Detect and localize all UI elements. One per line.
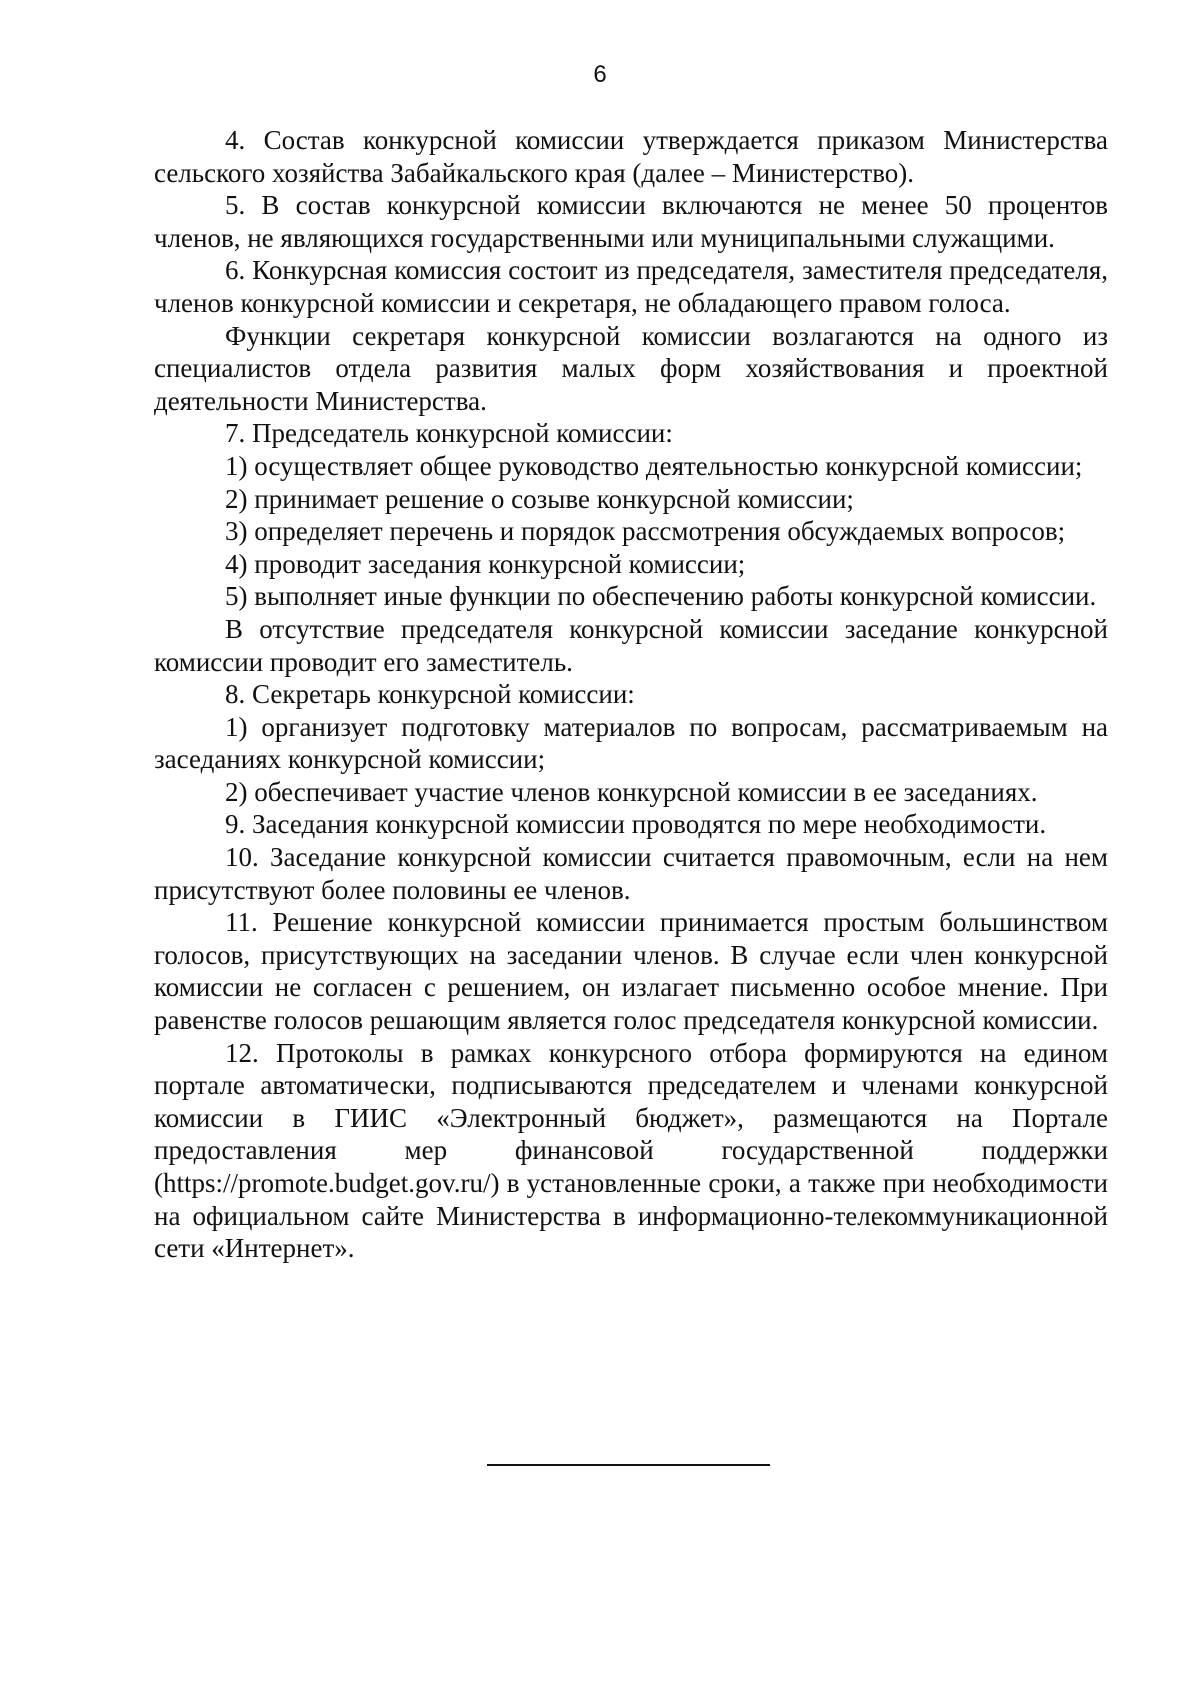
paragraph-10: 10. Заседание конкурсной комиссии считается правомочным, если на нем присутствуют более половины ее членов. <box>154 842 1108 905</box>
page-number: 6 <box>593 61 607 88</box>
paragraph-5: 5. В состав конкурсной комиссии включаются не менее 50 процентов членов, не являющихся государственными или муниципальными служащими. <box>154 190 1108 253</box>
paragraph-7-heading: 7. Председатель конкурсной комиссии: <box>225 418 673 449</box>
paragraph-secretary-functions: Функции секретаря конкурсной комиссии возлагаются на одного из специалистов отдела развития малых форм хозяйствования и проектной деятельности Министерства. <box>154 320 1108 416</box>
paragraph-8-item-2: 2) обеспечивает участие членов конкурсной комиссии в ее заседаниях. <box>225 776 1038 807</box>
paragraph-9: 9. Заседания конкурсной комиссии проводятся по мере необходимости. <box>225 809 1047 840</box>
paragraph-7-item-2: 2) принимает решение о созыве конкурсной комиссии; <box>225 483 854 514</box>
paragraph-11: 11. Решение конкурсной комиссии принимается простым большинством голосов, присутствующих на заседании членов. В случае если член конкурсной комиссии не согласен с решением, он излагает письменно особое мнение. При равенстве голосов решающим является голос председателя конкурсной комиссии. <box>154 907 1108 1036</box>
paragraph-4: 4. Состав конкурсной комиссии утверждается приказом Министерства сельского хозяйства Забайкальского края (далее – Министерство). <box>154 125 1108 188</box>
end-divider-line <box>487 1464 770 1466</box>
paragraph-chair-absence: В отсутствие председателя конкурсной комиссии заседание конкурсной комиссии проводит его заместитель. <box>154 613 1108 677</box>
paragraph-8-item-1: 1) организует подготовку материалов по вопросам, рассматриваемым на заседаниях конкурсной комиссии; <box>154 711 1108 775</box>
document-body <box>154 124 1108 1265</box>
paragraph-7-item-1: 1) осуществляет общее руководство деятельностью конкурсной комиссии; <box>225 450 1083 481</box>
paragraph-7-item-5: 5) выполняет иные функции по обеспечению работы конкурсной комиссии. <box>225 581 1097 612</box>
paragraph-8-heading: 8. Секретарь конкурсной комиссии: <box>225 679 635 710</box>
paragraph-7-item-4: 4) проводит заседания конкурсной комиссии; <box>225 548 746 579</box>
paragraph-12: 12. Протоколы в рамках конкурсного отбора формируются на едином портале автоматически, подписываются председателем и членами конкурсной комиссии в ГИИС «Электронный бюджет», размещаются на Портале предоставления мер финансовой государственной поддержки (https://promote.budget.gov.ru/) в установленные сроки, а также при необходимости на официальном сайте Министерства в информационно-телекоммуникационной сети «Интернет». <box>154 1037 1108 1264</box>
paragraph-7-item-3: 3) определяет перечень и порядок рассмотрения обсуждаемых вопросов; <box>225 516 1066 547</box>
paragraph-6: 6. Конкурсная комиссия состоит из председателя, заместителя председателя, членов конкурсной комиссии и секретаря, не обладающего правом голоса. <box>154 255 1108 318</box>
